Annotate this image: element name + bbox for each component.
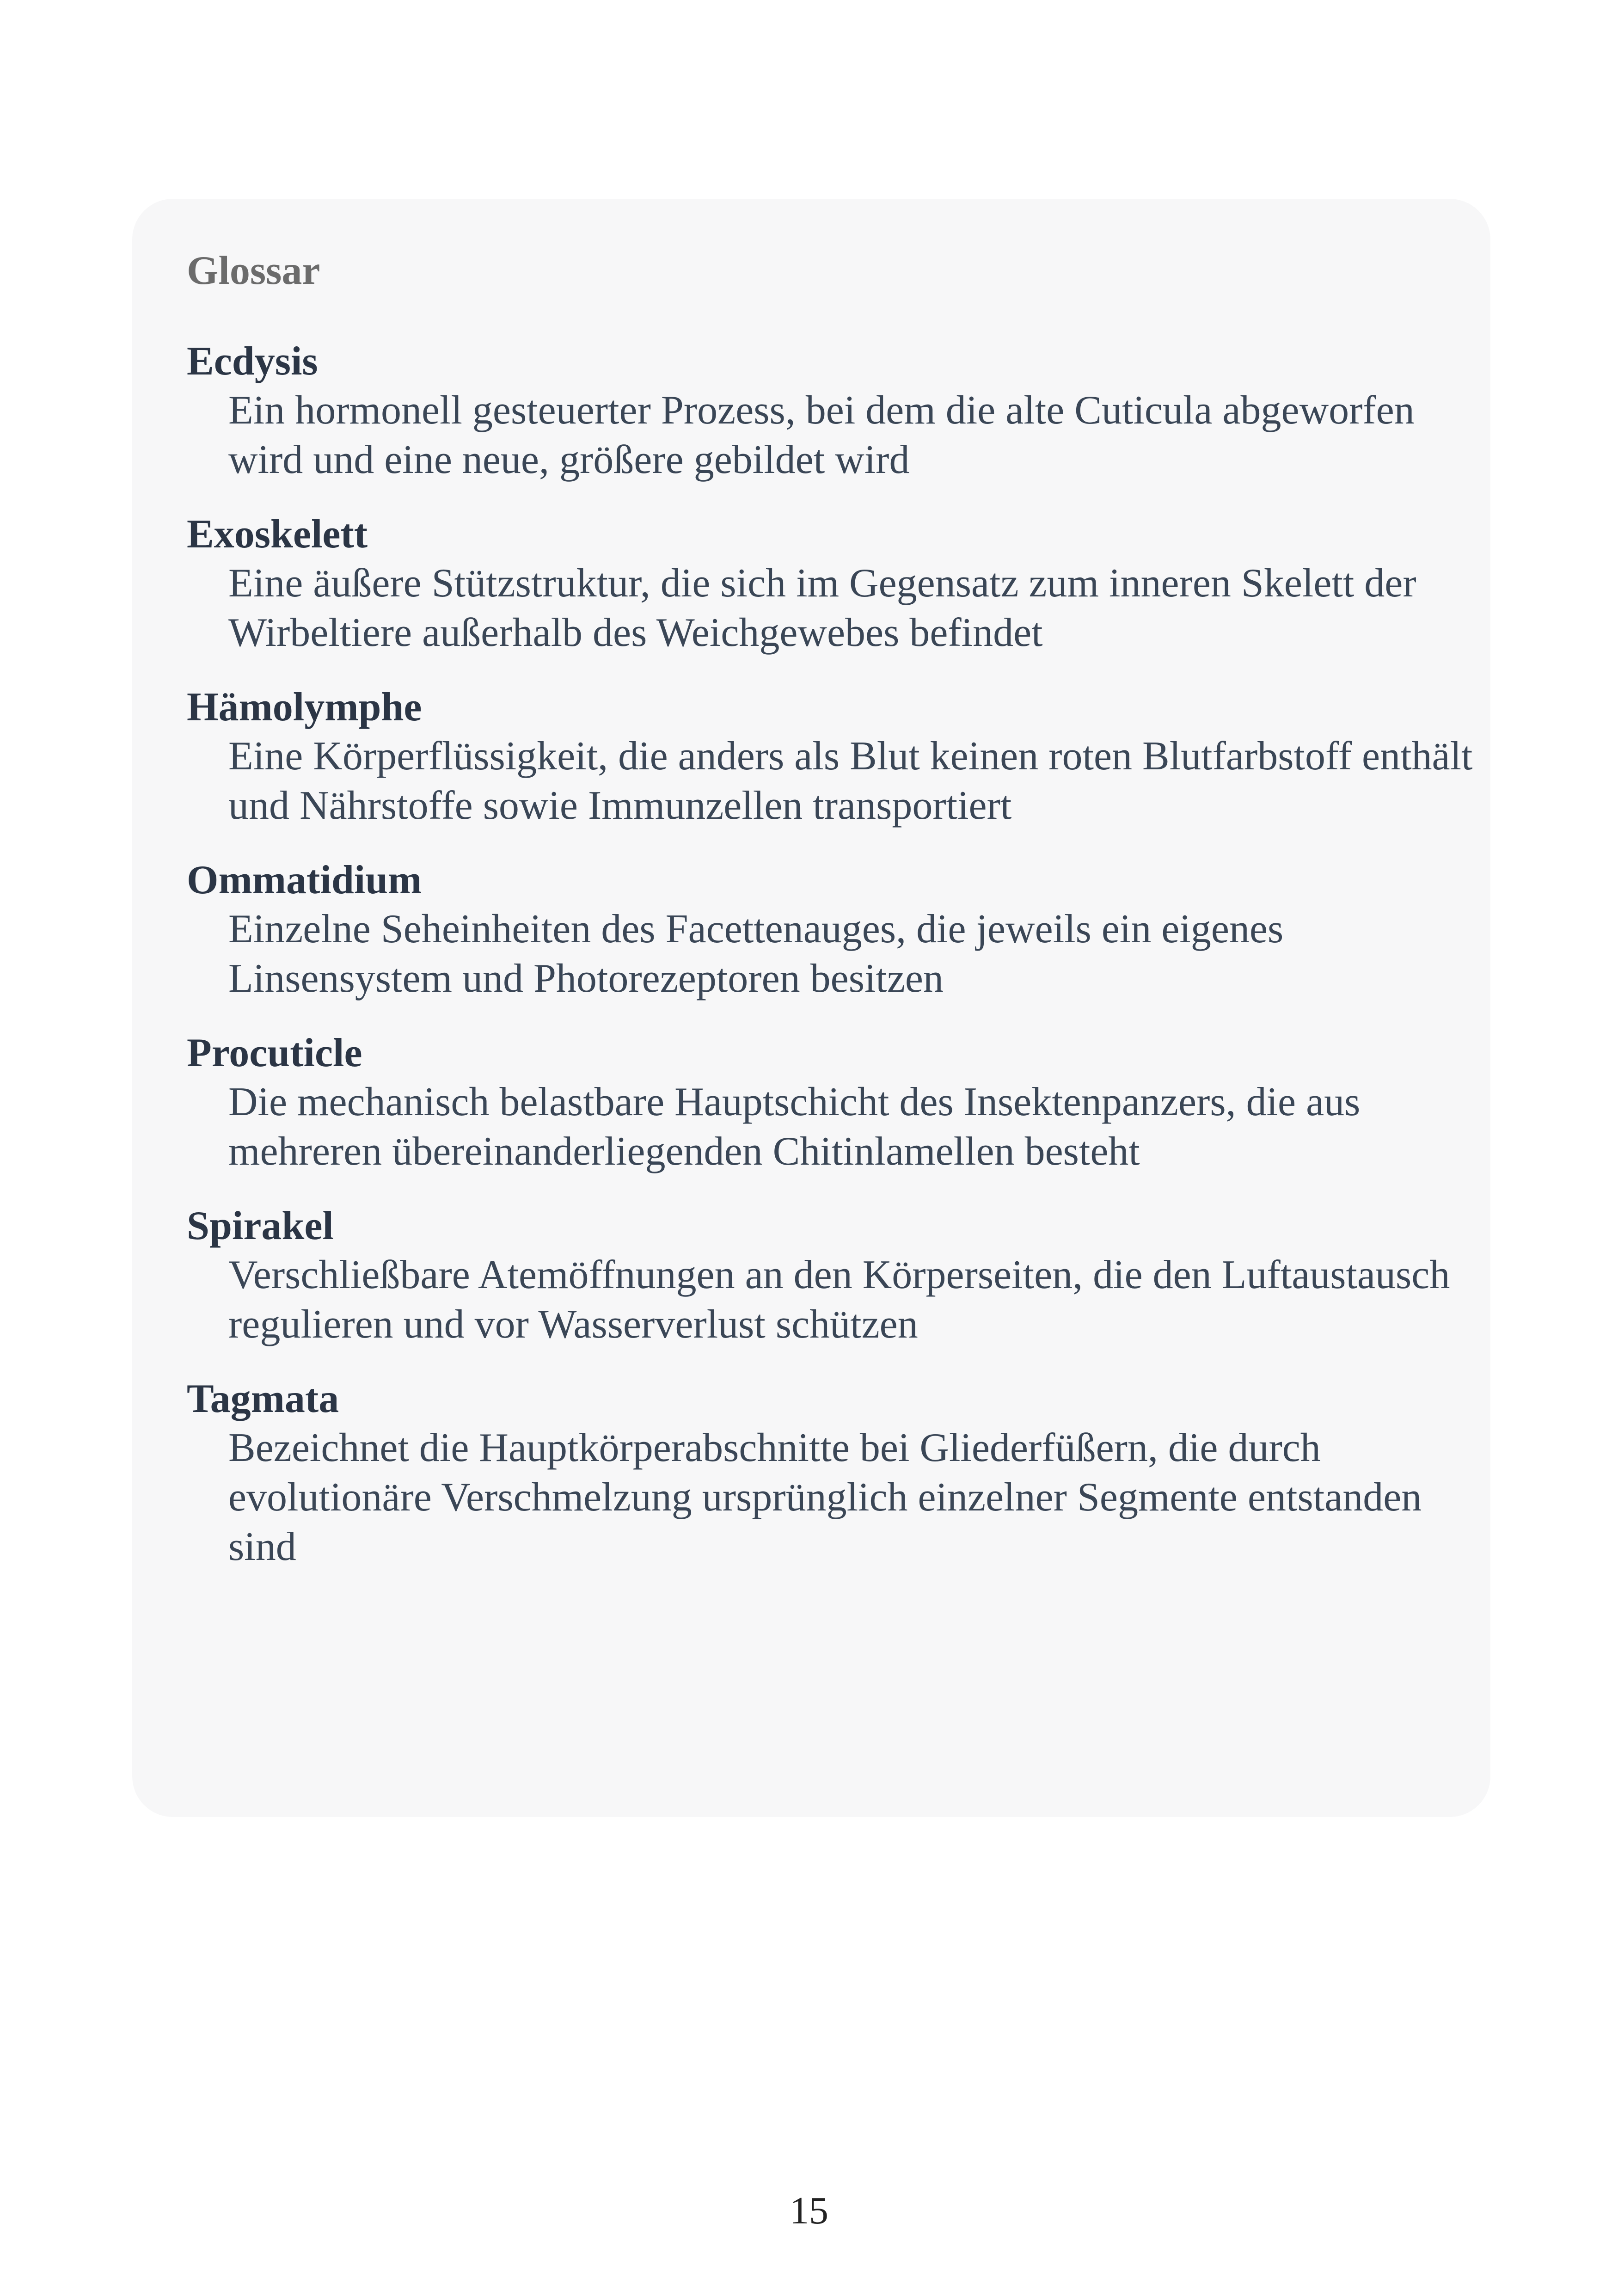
glossary-heading: Glossar	[187, 248, 320, 293]
page-number: 15	[790, 2189, 828, 2232]
glossary-term: Hämolymphe	[187, 685, 422, 730]
glossary-definition: Die mechanisch belastbare Hauptschicht des Insektenpanzers, die aus mehreren übereinanderliegenden Chitinlamellen besteht	[228, 1080, 1361, 1174]
glossary-term: Spirakel	[187, 1203, 334, 1248]
glossary-entry	[187, 510, 1490, 657]
glossary-definition: Bezeichnet die Hauptkörperabschnitte bei Gliederfüßern, die durch evolutionäre Verschmelzung ursprünglich einzelner Segmente entstanden sind	[228, 1425, 1422, 1569]
glossary-entry	[187, 1029, 1490, 1176]
glossary-definition: Eine Körperflüssigkeit, die anders als Blut keinen roten Blutfarbstoff enthält und Nährstoffe sowie Immunzellen transportiert	[228, 734, 1473, 828]
glossary-term: Tagmata	[187, 1376, 339, 1421]
glossary-term: Exoskelett	[187, 512, 368, 557]
glossary-term: Ecdysis	[187, 339, 318, 384]
glossary-definition: Eine äußere Stützstruktur, die sich im Gegensatz zum inneren Skelett der Wirbeltiere außerhalb des Weichgewebes befindet	[228, 561, 1416, 655]
glossary-box	[132, 199, 1490, 1817]
glossary-entry	[187, 338, 1490, 485]
glossary-term: Procuticle	[187, 1031, 362, 1075]
glossary-entry	[187, 683, 1490, 830]
glossary-definition: Ein hormonell gesteuerter Prozess, bei dem die alte Cuticula abgeworfen wird und eine neue, größere gebildet wird	[228, 388, 1415, 482]
glossary-entry	[187, 1375, 1490, 1572]
glossary-definition: Verschließbare Atemöffnungen an den Körperseiten, die den Luftaustausch regulieren und vor Wasserverlust schützen	[228, 1252, 1450, 1347]
glossary-entry	[187, 1202, 1490, 1349]
glossary-term: Ommatidium	[187, 858, 422, 902]
glossary-definition: Einzelne Seheinheiten des Facettenauges, die jeweils ein eigenes Linsensystem und Photorezeptoren besitzen	[228, 907, 1284, 1001]
glossary-entry	[187, 856, 1490, 1003]
